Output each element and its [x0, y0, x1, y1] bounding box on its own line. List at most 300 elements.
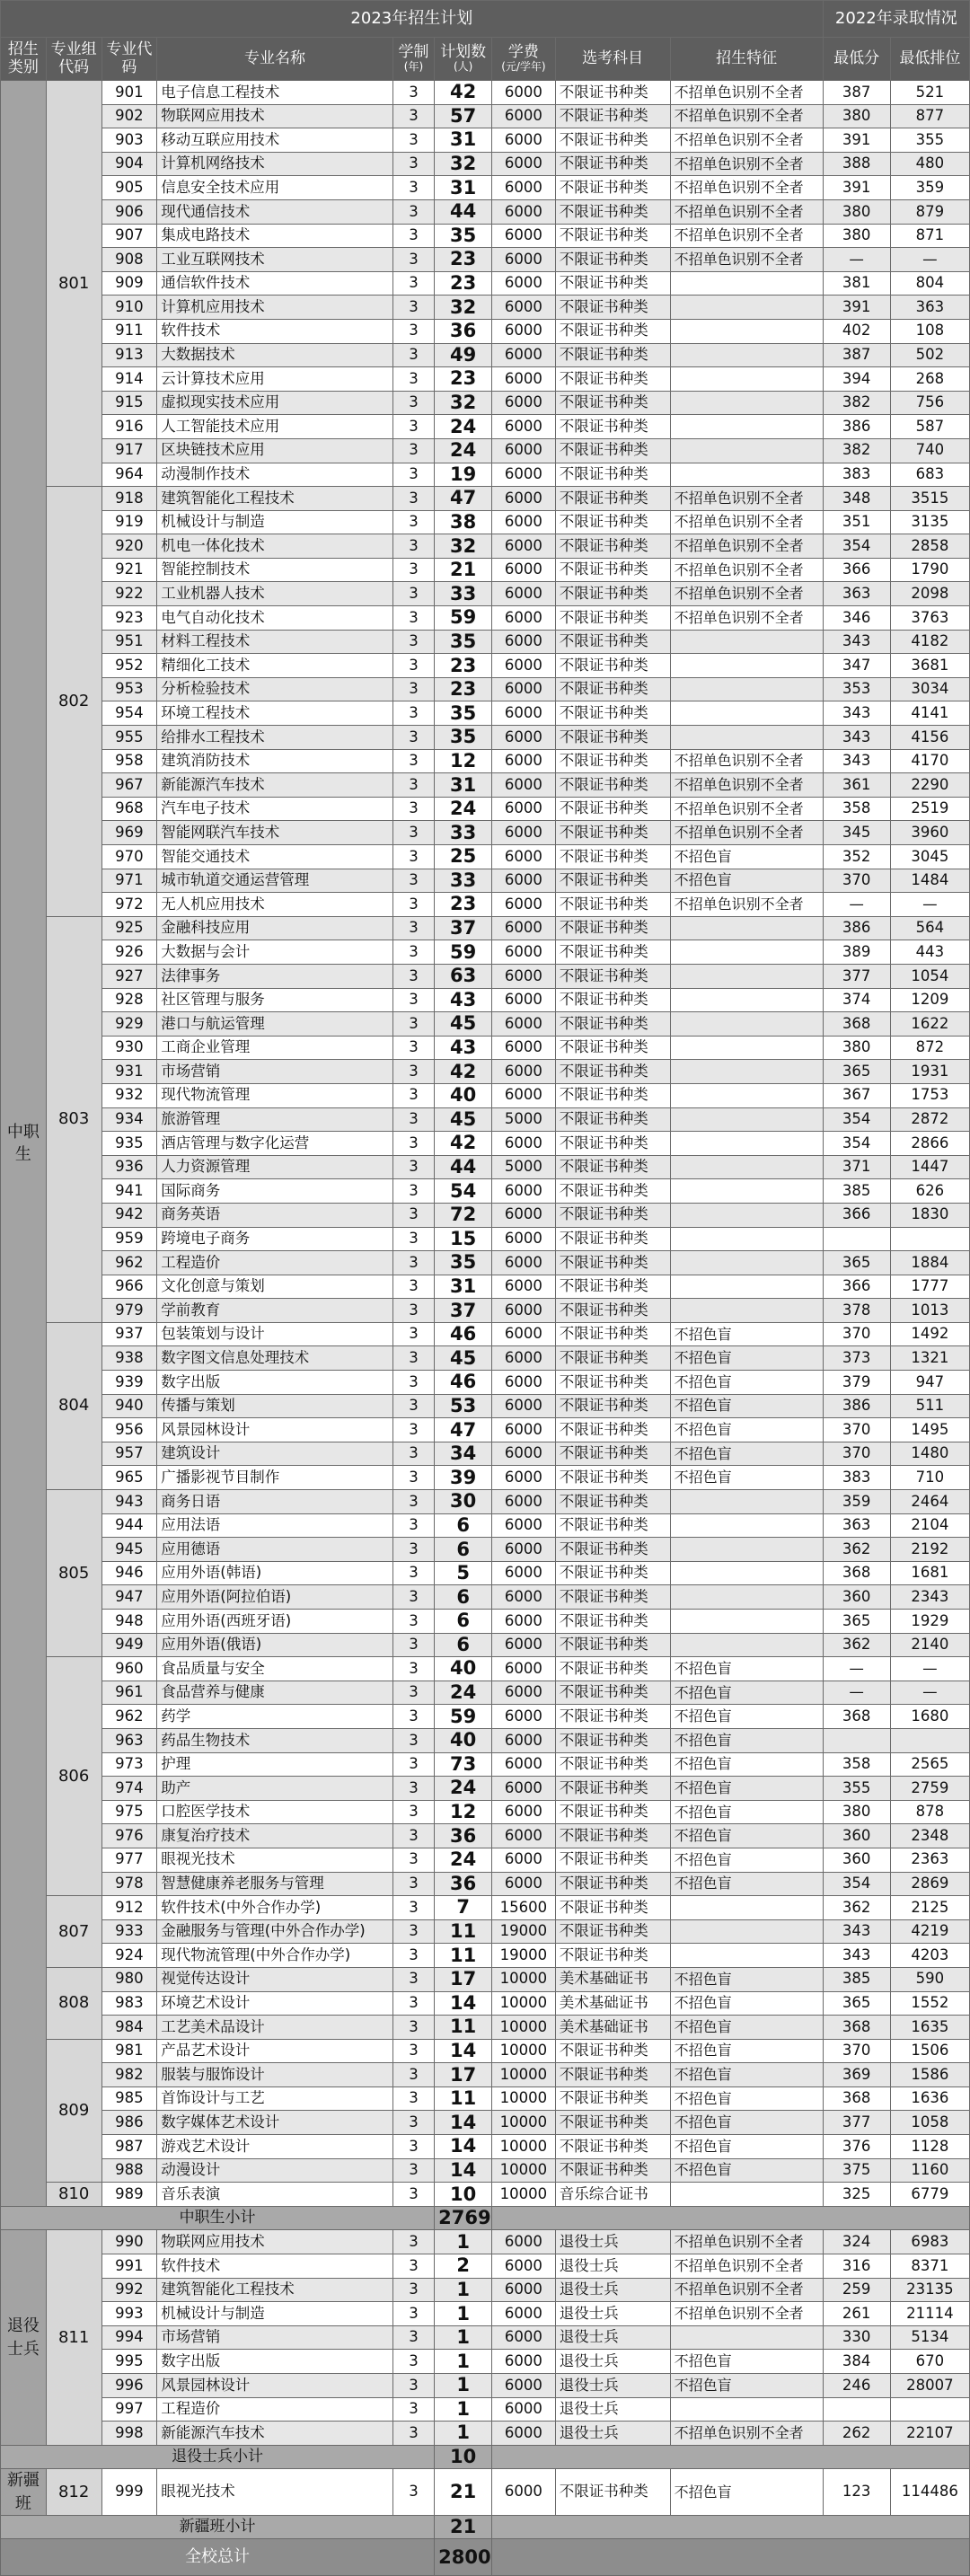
major-name-cell: 工艺美术品设计 [157, 2016, 393, 2040]
subject-cell: 不限证书种类 [555, 940, 670, 965]
table-row [1, 964, 970, 988]
min-rank-cell: 590 [890, 1967, 969, 1991]
feature-cell: 不招单色识别不全者 [670, 749, 823, 773]
table-row [1, 2469, 970, 2515]
major-code-cell: 943 [101, 1490, 157, 1514]
group-code-cell: 803 [46, 916, 101, 1322]
subject-cell: 不限证书种类 [555, 152, 670, 176]
major-name-cell: 环境艺术设计 [157, 1991, 393, 2016]
col-fee-unit: (元/学年) [501, 60, 546, 74]
min-rank-cell: 4182 [890, 630, 969, 654]
min-score-cell: 324 [823, 2230, 890, 2254]
major-name-cell: 商务日语 [157, 1490, 393, 1514]
duration-cell: 3 [392, 2135, 434, 2159]
fee-cell: 6000 [492, 1418, 556, 1442]
duration-cell: 3 [392, 1896, 434, 1920]
major-code-cell: 915 [101, 391, 157, 415]
subject-cell: 音乐综合证书 [555, 2183, 670, 2207]
plan-count-cell: 21 [435, 2469, 492, 2515]
plan-count-cell: 44 [435, 199, 492, 224]
table-row [1, 1299, 970, 1323]
duration-cell: 3 [392, 176, 434, 200]
fee-cell: 6000 [492, 1299, 556, 1323]
subject-cell: 不限证书种类 [555, 1919, 670, 1944]
duration-cell: 3 [392, 1944, 434, 1968]
subject-cell: 退役士兵 [555, 2230, 670, 2254]
subject-cell: 退役士兵 [555, 2350, 670, 2374]
feature-cell [670, 964, 823, 988]
min-score-cell: 362 [823, 1633, 890, 1657]
fee-cell: 6000 [492, 152, 556, 176]
min-rank-cell: 4156 [890, 726, 969, 750]
major-code-cell: 953 [101, 677, 157, 701]
major-name-cell: 电气自动化技术 [157, 606, 393, 631]
subject-cell: 不限证书种类 [555, 224, 670, 248]
plan-count-cell: 14 [435, 2135, 492, 2159]
feature-cell [670, 1633, 823, 1657]
major-name-cell: 给排水工程技术 [157, 726, 393, 750]
fee-cell: 10000 [492, 2063, 556, 2087]
duration-cell: 3 [392, 1777, 434, 1801]
major-code-cell: 941 [101, 1179, 157, 1204]
plan-count-cell: 6 [435, 1538, 492, 1562]
min-score-cell: 351 [823, 510, 890, 534]
min-rank-cell: 1931 [890, 1060, 969, 1084]
table-row [1, 391, 970, 415]
plan-count-cell: 63 [435, 964, 492, 988]
fee-cell: 6000 [492, 1824, 556, 1848]
fee-cell: 6000 [492, 2469, 556, 2515]
feature-cell [670, 1227, 823, 1251]
feature-cell [670, 296, 823, 320]
subject-cell: 不限证书种类 [555, 2039, 670, 2063]
plan-count-cell: 6 [435, 1610, 492, 1634]
min-score-cell: 374 [823, 988, 890, 1012]
min-score-cell: 363 [823, 582, 890, 606]
min-score-cell: 366 [823, 1275, 890, 1299]
min-rank-cell: 2348 [890, 1824, 969, 1848]
major-code-cell: 948 [101, 1610, 157, 1634]
major-name-cell: 应用法语 [157, 1513, 393, 1538]
min-rank-cell: 1506 [890, 2039, 969, 2063]
duration-cell: 3 [392, 1060, 434, 1084]
subject-cell: 退役士兵 [555, 2278, 670, 2302]
major-code-cell: 903 [101, 128, 157, 153]
plan-count-cell: 42 [435, 1132, 492, 1156]
table-row [1, 654, 970, 678]
major-name-cell: 金融服务与管理(中外合作办学) [157, 1919, 393, 1944]
min-rank-cell: 4203 [890, 1944, 969, 1968]
major-name-cell: 建筑智能化工程技术 [157, 2278, 393, 2302]
major-code-cell: 976 [101, 1824, 157, 1848]
major-code-cell: 985 [101, 2086, 157, 2111]
major-code-cell: 962 [101, 1251, 157, 1275]
feature-cell [670, 988, 823, 1012]
table-row [1, 677, 970, 701]
major-code-cell: 970 [101, 845, 157, 869]
min-rank-cell: 5134 [890, 2325, 969, 2350]
duration-cell: 3 [392, 1872, 434, 1896]
feature-cell [670, 1275, 823, 1299]
duration-cell: 3 [392, 654, 434, 678]
fee-cell: 6000 [492, 630, 556, 654]
min-score-cell: 373 [823, 1346, 890, 1371]
major-name-cell: 服装与服饰设计 [157, 2063, 393, 2087]
min-rank-cell: 3960 [890, 821, 969, 845]
plan-count-cell: 36 [435, 1872, 492, 1896]
plan-count-cell: 72 [435, 1203, 492, 1227]
major-name-cell: 应用德语 [157, 1538, 393, 1562]
table-row [1, 438, 970, 463]
subject-cell: 不限证书种类 [555, 1466, 670, 1490]
plan-count-cell: 12 [435, 1800, 492, 1824]
fee-cell: 6000 [492, 988, 556, 1012]
plan-count-cell: 11 [435, 1919, 492, 1944]
col-duration-label: 学制 [398, 42, 429, 61]
major-code-cell: 972 [101, 893, 157, 917]
subject-cell: 不限证书种类 [555, 2135, 670, 2159]
min-rank-cell: 521 [890, 81, 969, 105]
plan-count-cell: 45 [435, 1346, 492, 1371]
duration-cell: 3 [392, 128, 434, 153]
major-code-cell: 987 [101, 2135, 157, 2159]
plan-count-cell: 33 [435, 869, 492, 893]
table-row [1, 893, 970, 917]
plan-count-cell: 44 [435, 1155, 492, 1179]
min-rank-cell: 878 [890, 1800, 969, 1824]
min-rank-cell [890, 1227, 969, 1251]
min-score-cell: 366 [823, 1203, 890, 1227]
min-rank-cell: 2343 [890, 1585, 969, 1610]
duration-cell: 3 [392, 1490, 434, 1514]
duration-cell: 3 [392, 1633, 434, 1657]
duration-cell: 3 [392, 1371, 434, 1395]
duration-cell: 3 [392, 1824, 434, 1848]
plan-count-cell: 47 [435, 487, 492, 511]
table-row [1, 1107, 970, 1132]
major-name-cell: 现代物流管理 [157, 1083, 393, 1107]
major-name-cell: 金融科技应用 [157, 916, 393, 940]
min-score-cell: 377 [823, 2111, 890, 2135]
major-code-cell: 901 [101, 81, 157, 105]
subject-cell: 不限证书种类 [555, 1585, 670, 1610]
major-code-cell: 997 [101, 2397, 157, 2422]
min-rank-cell: 3045 [890, 845, 969, 869]
min-rank-cell: 947 [890, 1371, 969, 1395]
min-rank-cell: 3763 [890, 606, 969, 631]
min-score-cell: 355 [823, 1777, 890, 1801]
plan-count-cell: 12 [435, 749, 492, 773]
grand-total-row [1, 2539, 970, 2576]
min-rank-cell: 710 [890, 1466, 969, 1490]
subject-cell: 不限证书种类 [555, 582, 670, 606]
major-code-cell: 940 [101, 1394, 157, 1418]
table-row [1, 1824, 970, 1848]
subtotal-value: 10 [435, 2445, 492, 2469]
grand-total-label: 全校总计 [1, 2539, 435, 2576]
plan-count-cell: 6 [435, 1513, 492, 1538]
min-rank-cell: 872 [890, 1036, 969, 1060]
min-score-cell: 370 [823, 1322, 890, 1346]
fee-cell: 6000 [492, 773, 556, 798]
min-score-cell: 376 [823, 2135, 890, 2159]
table-row [1, 2397, 970, 2422]
plan-count-cell: 54 [435, 1179, 492, 1204]
duration-cell: 3 [392, 2230, 434, 2254]
min-score-cell: 365 [823, 1991, 890, 2016]
major-code-cell: 906 [101, 199, 157, 224]
min-rank-cell: 23135 [890, 2278, 969, 2302]
col-feature: 招生特征 [670, 38, 823, 81]
subtotal-label: 退役士兵小计 [1, 2445, 435, 2469]
table-row [1, 1872, 970, 1896]
feature-cell [670, 271, 823, 296]
fee-cell: 6000 [492, 271, 556, 296]
table-row [1, 1777, 970, 1801]
major-name-cell: 工程造价 [157, 1251, 393, 1275]
grand-total-value: 2800 [435, 2539, 492, 2576]
plan-count-cell: 59 [435, 940, 492, 965]
min-rank-cell: 1484 [890, 869, 969, 893]
group-code-cell: 801 [46, 81, 101, 487]
fee-cell: 6000 [492, 1657, 556, 1681]
col-fee-label: 学费 [507, 42, 539, 61]
subject-cell: 不限证书种类 [555, 869, 670, 893]
plan-count-cell: 24 [435, 1681, 492, 1705]
duration-cell: 3 [392, 248, 434, 272]
min-rank-cell: 1447 [890, 1155, 969, 1179]
subject-cell: 不限证书种类 [555, 1322, 670, 1346]
major-name-cell: 工程造价 [157, 2397, 393, 2422]
fee-cell: 6000 [492, 726, 556, 750]
min-rank-cell: 1680 [890, 1705, 969, 1729]
group-code-cell: 808 [46, 1967, 101, 2039]
category-cell: 新疆班 [1, 2469, 47, 2515]
duration-cell: 3 [392, 1227, 434, 1251]
duration-cell: 3 [392, 797, 434, 821]
table-row [1, 630, 970, 654]
group-code-cell: 805 [46, 1490, 101, 1657]
min-score-cell [823, 2397, 890, 2422]
min-score-cell: 370 [823, 1418, 890, 1442]
min-rank-cell: 2363 [890, 1848, 969, 1872]
feature-cell [670, 1012, 823, 1037]
min-rank-cell: — [890, 893, 969, 917]
feature-cell [670, 1585, 823, 1610]
fee-cell: 6000 [492, 1633, 556, 1657]
min-rank-cell: 2759 [890, 1777, 969, 1801]
col-fee [492, 38, 556, 81]
plan-count-cell: 37 [435, 1299, 492, 1323]
history-title: 2022年录取情况 [823, 1, 969, 38]
min-score-cell: 354 [823, 1107, 890, 1132]
fee-cell: 6000 [492, 1083, 556, 1107]
fee-cell: 6000 [492, 128, 556, 153]
major-code-cell: 928 [101, 988, 157, 1012]
min-rank-cell: 1013 [890, 1299, 969, 1323]
duration-cell: 3 [392, 319, 434, 343]
min-score-cell: 123 [823, 2469, 890, 2515]
duration-cell: 3 [392, 534, 434, 559]
feature-cell [670, 1036, 823, 1060]
fee-cell: 15600 [492, 1896, 556, 1920]
feature-cell: 不招色盲 [670, 1800, 823, 1824]
table-row [1, 749, 970, 773]
plan-count-cell: 23 [435, 893, 492, 917]
major-code-cell: 919 [101, 510, 157, 534]
feature-cell [670, 343, 823, 367]
major-name-cell: 社区管理与服务 [157, 988, 393, 1012]
min-score-cell: 360 [823, 1585, 890, 1610]
min-score-cell: 394 [823, 367, 890, 392]
min-score-cell: 358 [823, 797, 890, 821]
min-score-cell: 343 [823, 630, 890, 654]
major-code-cell: 904 [101, 152, 157, 176]
min-score-cell: 343 [823, 1944, 890, 1968]
min-score-cell: 383 [823, 463, 890, 487]
duration-cell: 3 [392, 1681, 434, 1705]
plan-count-cell: 1 [435, 2302, 492, 2326]
feature-cell [670, 1251, 823, 1275]
fee-cell: 6000 [492, 1561, 556, 1585]
major-name-cell: 口腔医学技术 [157, 1800, 393, 1824]
plan-count-cell: 31 [435, 128, 492, 153]
min-rank-cell: 2858 [890, 534, 969, 559]
subject-cell: 不限证书种类 [555, 558, 670, 582]
major-code-cell: 945 [101, 1538, 157, 1562]
min-rank-cell: 1635 [890, 2016, 969, 2040]
min-rank-cell: 2866 [890, 1132, 969, 1156]
plan-count-cell: 11 [435, 1944, 492, 1968]
table-row [1, 2302, 970, 2326]
subject-cell: 不限证书种类 [555, 248, 670, 272]
major-code-cell: 917 [101, 438, 157, 463]
min-rank-cell: 6983 [890, 2230, 969, 2254]
min-score-cell: 380 [823, 224, 890, 248]
feature-cell [670, 319, 823, 343]
plan-count-cell: 35 [435, 701, 492, 726]
min-score-cell: 402 [823, 319, 890, 343]
min-rank-cell: 2464 [890, 1490, 969, 1514]
duration-cell: 3 [392, 487, 434, 511]
min-score-cell: 365 [823, 1251, 890, 1275]
plan-count-cell: 32 [435, 296, 492, 320]
table-row [1, 1322, 970, 1346]
table-row [1, 1227, 970, 1251]
subject-cell: 不限证书种类 [555, 606, 670, 631]
major-code-cell: 910 [101, 296, 157, 320]
table-row [1, 319, 970, 343]
fee-cell: 6000 [492, 1251, 556, 1275]
subject-cell: 不限证书种类 [555, 1394, 670, 1418]
col-plan [435, 38, 492, 81]
subject-cell: 不限证书种类 [555, 2086, 670, 2111]
min-rank-cell: 359 [890, 176, 969, 200]
subject-cell: 不限证书种类 [555, 1752, 670, 1777]
min-rank-cell: 564 [890, 916, 969, 940]
plan-count-cell: 7 [435, 1896, 492, 1920]
major-code-cell: 969 [101, 821, 157, 845]
subtotal-row [1, 2515, 970, 2539]
major-code-cell: 992 [101, 2278, 157, 2302]
subject-cell: 不限证书种类 [555, 1442, 670, 1466]
subject-cell: 不限证书种类 [555, 1251, 670, 1275]
major-name-cell: 机械设计与制造 [157, 2302, 393, 2326]
table-row [1, 176, 970, 200]
fee-cell: 19000 [492, 1944, 556, 1968]
min-rank-cell: 1790 [890, 558, 969, 582]
duration-cell: 3 [392, 1610, 434, 1634]
plan-count-cell: 59 [435, 606, 492, 631]
plan-count-cell: 24 [435, 415, 492, 439]
subject-cell: 美术基础证书 [555, 1967, 670, 1991]
major-name-cell: 移动互联应用技术 [157, 128, 393, 153]
table-row [1, 1036, 970, 1060]
feature-cell: 不招色盲 [670, 1466, 823, 1490]
plan-count-cell: 1 [435, 2278, 492, 2302]
min-rank-cell: 3515 [890, 487, 969, 511]
plan-count-cell: 46 [435, 1322, 492, 1346]
min-score-cell: 370 [823, 1442, 890, 1466]
major-name-cell: 首饰设计与工艺 [157, 2086, 393, 2111]
fee-cell: 6000 [492, 606, 556, 631]
min-score-cell: 343 [823, 726, 890, 750]
duration-cell: 3 [392, 869, 434, 893]
plan-count-cell: 32 [435, 534, 492, 559]
major-code-cell: 957 [101, 1442, 157, 1466]
group-code-cell: 809 [46, 2039, 101, 2183]
table-row [1, 1275, 970, 1299]
duration-cell: 3 [392, 1155, 434, 1179]
duration-cell: 3 [392, 271, 434, 296]
min-score-cell: 353 [823, 677, 890, 701]
major-name-cell: 计算机应用技术 [157, 296, 393, 320]
min-rank-cell: 1160 [890, 2158, 969, 2183]
min-rank-cell: 1830 [890, 1203, 969, 1227]
major-name-cell: 机电一体化技术 [157, 534, 393, 559]
feature-cell: 不招单色识别不全者 [670, 152, 823, 176]
major-code-cell: 924 [101, 1944, 157, 1968]
major-code-cell: 914 [101, 367, 157, 392]
major-name-cell: 精细化工技术 [157, 654, 393, 678]
subject-cell: 不限证书种类 [555, 1824, 670, 1848]
fee-cell: 6000 [492, 343, 556, 367]
subject-cell: 不限证书种类 [555, 1036, 670, 1060]
fee-cell: 10000 [492, 2086, 556, 2111]
min-rank-cell: — [890, 248, 969, 272]
table-row [1, 2086, 970, 2111]
major-code-cell: 986 [101, 2111, 157, 2135]
duration-cell: 3 [392, 1346, 434, 1371]
table-row [1, 2325, 970, 2350]
fee-cell: 6000 [492, 2254, 556, 2279]
subject-cell: 不限证书种类 [555, 1705, 670, 1729]
major-name-cell: 建筑智能化工程技术 [157, 487, 393, 511]
major-name-cell: 现代物流管理(中外合作办学) [157, 1944, 393, 1968]
plan-count-cell: 11 [435, 2086, 492, 2111]
major-code-cell: 967 [101, 773, 157, 798]
min-score-cell: 380 [823, 1036, 890, 1060]
duration-cell: 3 [392, 367, 434, 392]
subtotal-row [1, 2445, 970, 2469]
major-code-cell: 995 [101, 2350, 157, 2374]
duration-cell: 3 [392, 1083, 434, 1107]
major-name-cell: 软件技术 [157, 319, 393, 343]
fee-cell: 6000 [492, 2374, 556, 2398]
feature-cell [670, 1299, 823, 1323]
col-min-rank: 最低排位 [890, 38, 969, 81]
fee-cell: 6000 [492, 869, 556, 893]
